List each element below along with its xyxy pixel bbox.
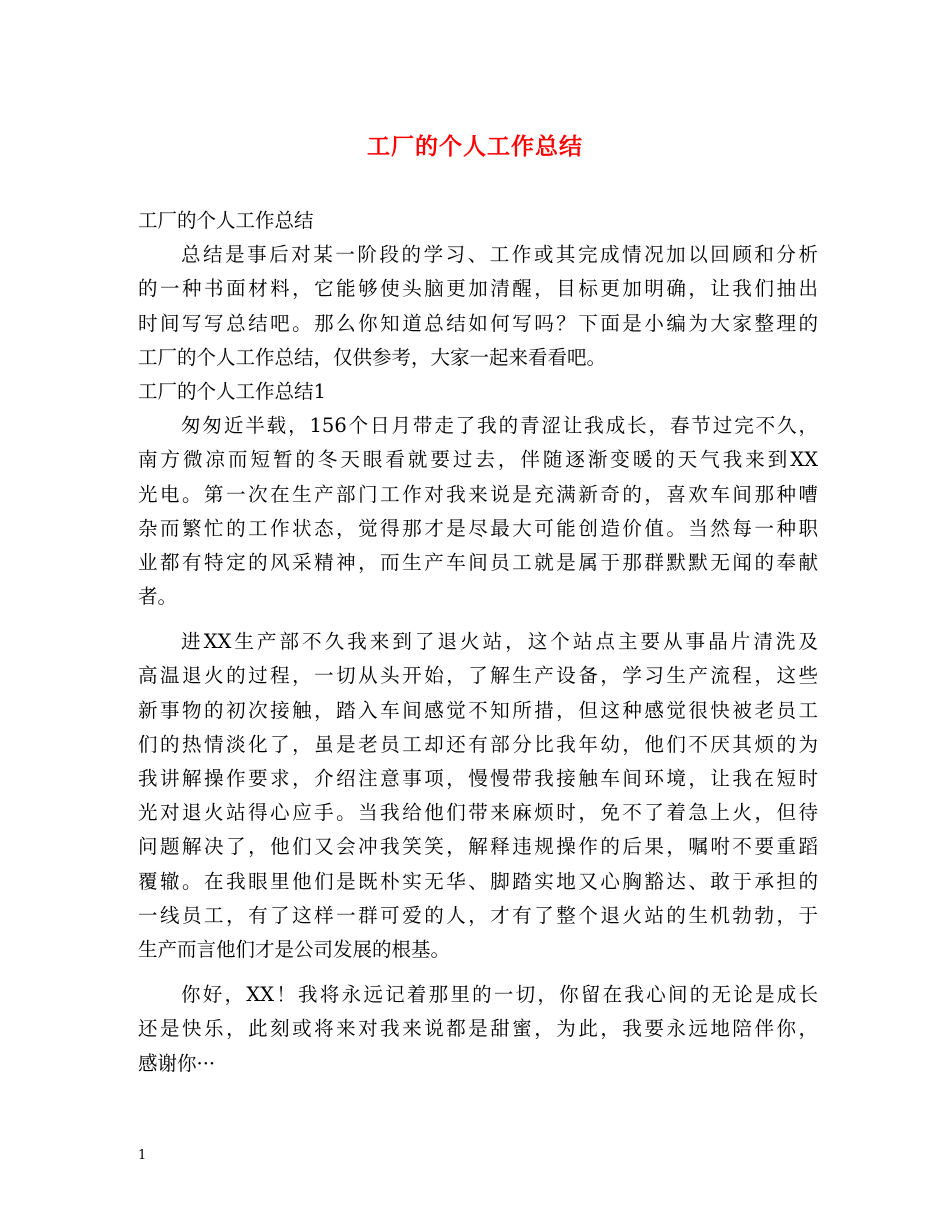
paragraph-line: 问题解决了，他们又会冲我笑笑，解释违规操作的后果，嘱咐不要重蹈 (138, 835, 818, 859)
body-paragraph-3 (138, 978, 818, 1081)
paragraph-line: 你好，XX！我将永远记着那里的一切，你留在我心间的无论是成长 (181, 983, 818, 1007)
paragraph-line: 工厂的个人工作总结，仅供参考，大家一起来看看吧。 (138, 345, 607, 369)
paragraph-line: 覆辙。在我眼里他们是既朴实无华、脚踏实地又心胸豁达、敢于承担的 (138, 869, 818, 893)
paragraph-line: 们的热情淡化了，虽是老员工却还有部分比我年幼，他们不厌其烦的为 (138, 732, 818, 756)
paragraph-line: 南方微凉而短暂的冬天眼看就要过去，伴随逐渐变暖的天气我来到XX (138, 448, 818, 472)
paragraph-line: 者。 (138, 585, 178, 609)
paragraph-line: 还是快乐，此刻或将来对我来说都是甜蜜，为此，我要永远地陪伴你， (138, 1017, 818, 1041)
paragraph-line: 一线员工，有了这样一群可爱的人，才有了整个退火站的生机勃勃，于 (138, 903, 818, 927)
paragraph-line: 时间写写总结吧。那么你知道总结如何写吗？下面是小编为大家整理的 (138, 311, 818, 335)
paragraph-line: 业都有特定的风采精神，而生产车间员工就是属于那群默默无闻的奉献 (138, 550, 818, 574)
intro-paragraph (138, 238, 818, 375)
body-paragraph-2 (138, 625, 818, 967)
paragraph-line: 高温退火的过程，一切从头开始，了解生产设备，学习生产流程，这些 (138, 664, 818, 688)
paragraph-line: 进XX生产部不久我来到了退火站，这个站点主要从事晶片清洗及 (181, 630, 818, 654)
section-heading: 工厂的个人工作总结 (138, 209, 314, 232)
paragraph-line: 总结是事后对某一阶段的学习、工作或其完成情况加以回顾和分析 (181, 243, 818, 267)
paragraph-gap (138, 967, 818, 978)
document-title: 工厂的个人工作总结 (367, 133, 583, 160)
section-heading: 工厂的个人工作总结1 (138, 379, 326, 403)
paragraph-gap (138, 614, 818, 625)
document-body (138, 204, 818, 1081)
paragraph-line: 的一种书面材料，它能够使头脑更加清醒，目标更加明确，让我们抽出 (138, 277, 818, 301)
paragraph-line: 我讲解操作要求，介绍注意事项，慢慢带我接触车间环境，让我在短时 (138, 767, 818, 790)
paragraph-line: 光对退火站得心应手。当我给他们带来麻烦时，免不了着急上火，但待 (138, 801, 818, 825)
paragraph-line: 新事物的初次接触，踏入车间感觉不知所措，但这种感觉很快被老员工 (138, 698, 818, 722)
paragraph-line: 感谢你··· (138, 1051, 216, 1075)
paragraph-line: 生产而言他们才是公司发展的根基。 (138, 937, 451, 961)
paragraph-line: 匆匆近半载，156个日月带走了我的青涩让我成长，春节过完不久， (181, 414, 818, 438)
paragraph-line: 光电。第一次在生产部门工作对我来说是充满新奇的，喜欢车间那种嘈 (138, 482, 818, 506)
page-number: 1 (138, 1148, 147, 1163)
paragraph-line: 杂而繁忙的工作状态，觉得那才是尽最大可能创造价值。当然每一种职 (138, 516, 818, 540)
body-paragraph-1 (138, 409, 818, 614)
